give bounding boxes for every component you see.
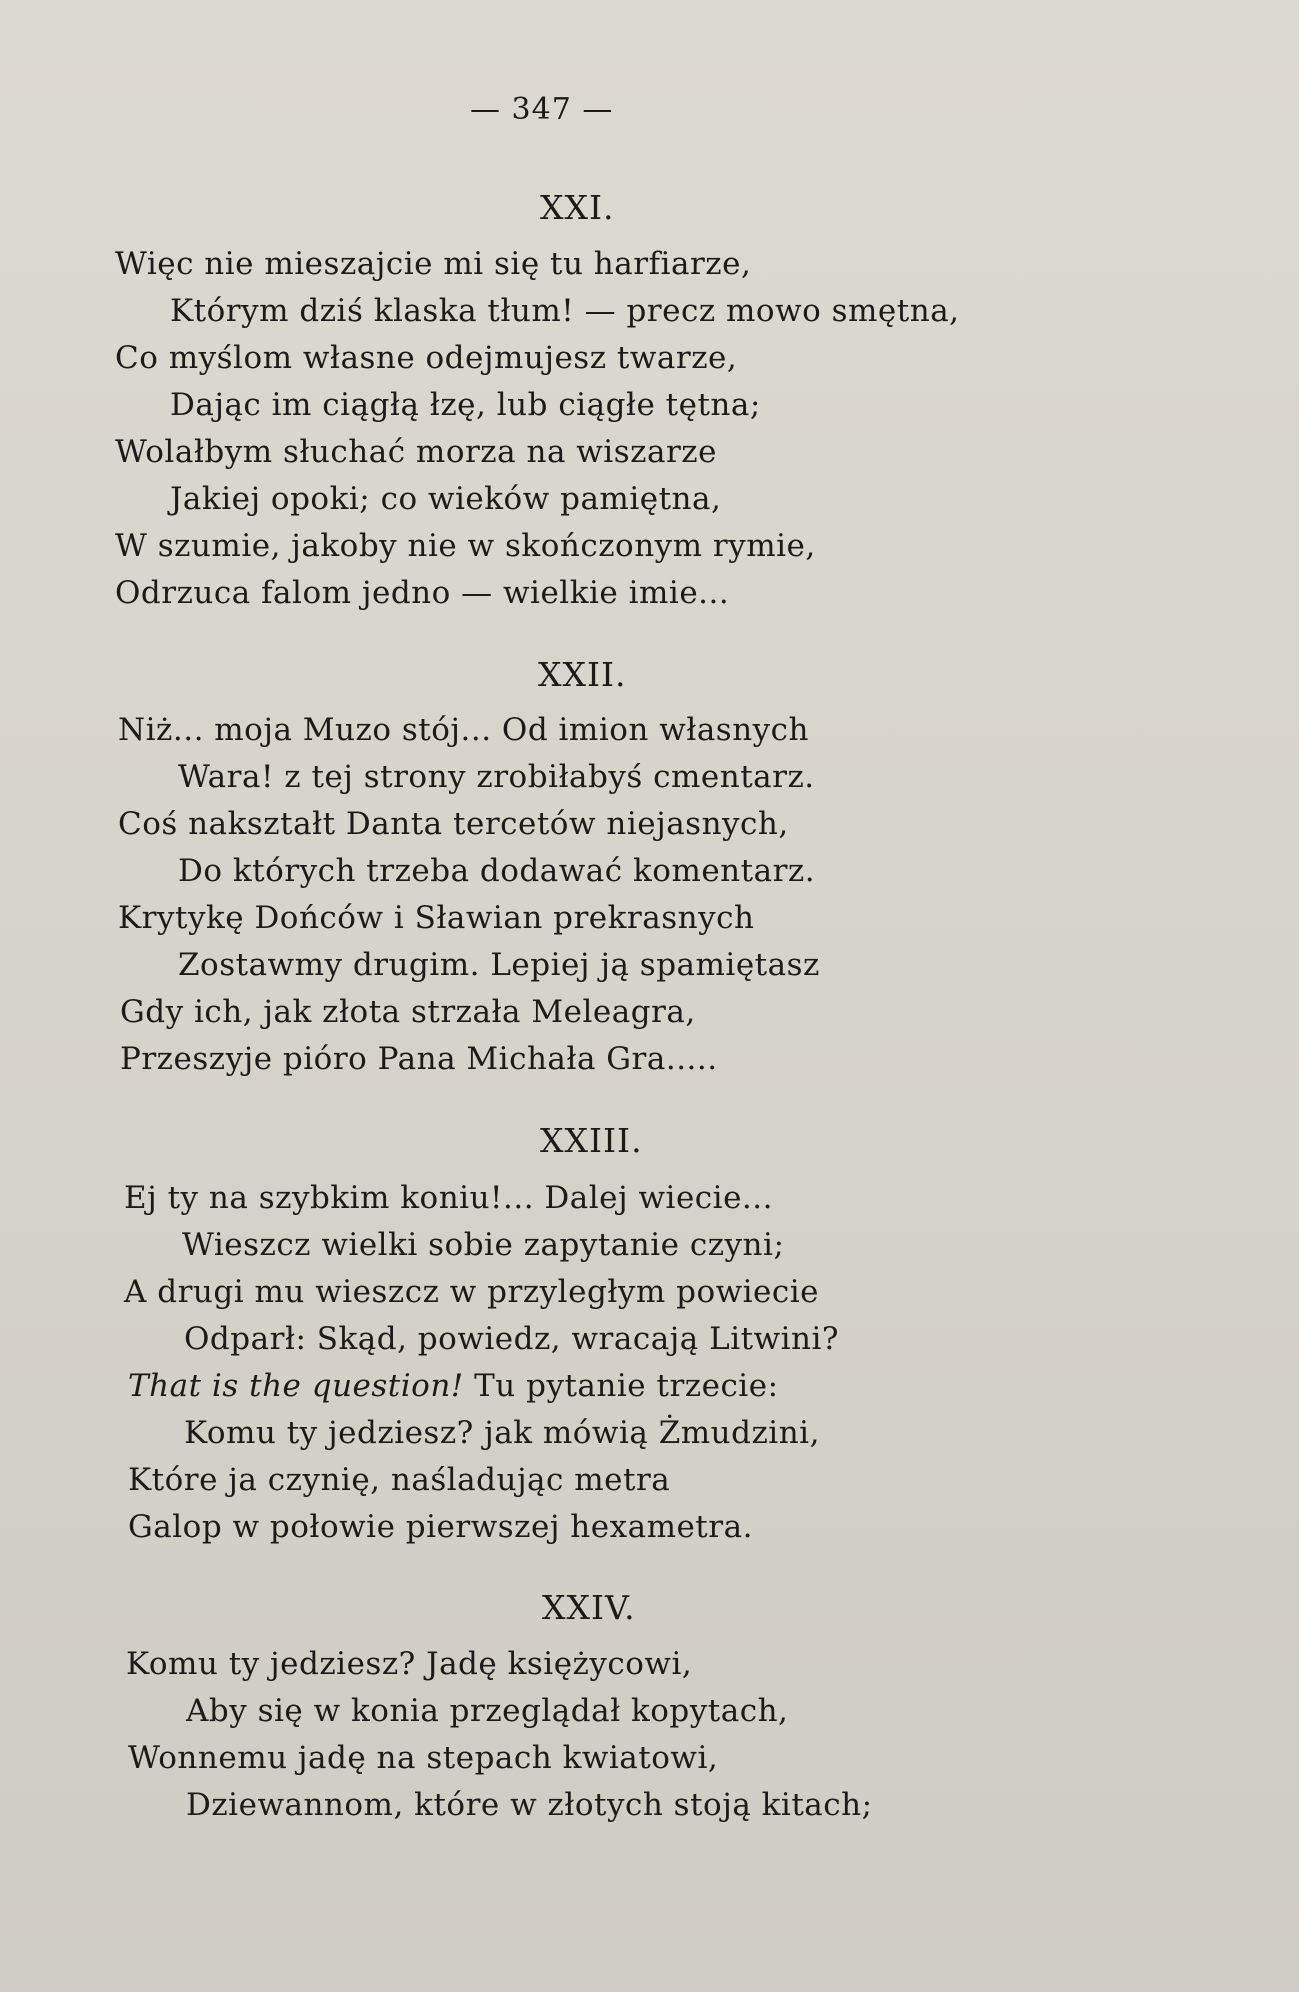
page-number: — 347 — <box>470 92 614 127</box>
verse-line: Niż... moja Muzo stój... Od imion własnych <box>118 712 810 748</box>
verse-line: Zostawmy drugim. Lepiej ją spamiętasz <box>178 947 820 983</box>
verse-line: Aby się w konia przeglądał kopytach, <box>186 1693 789 1729</box>
verse-line: Ej ty na szybkim koniu!... Dalej wiecie... <box>124 1180 773 1216</box>
verse-line-rest: Tu pytanie trzecie: <box>463 1368 779 1404</box>
italic-quote: That is the question! <box>128 1368 464 1404</box>
verse-line: Krytykę Dońców i Sławian prekrasnych <box>118 900 755 936</box>
verse-line: Dając im ciągłą łzę, lub ciągłe tętna; <box>170 387 761 423</box>
verse-line: Co myślom własne odejmujesz twarze, <box>115 340 738 376</box>
section-title-xxii: XXII. <box>538 655 627 694</box>
section-title-xxiii: XXIII. <box>540 1121 643 1160</box>
verse-line: Gdy ich, jak złota strzała Meleagra, <box>120 994 696 1030</box>
verse-line: Wieszcz wielki sobie zapytanie czyni; <box>182 1227 785 1263</box>
verse-line: Wonnemu jadę na stepach kwiatowi, <box>128 1740 719 1776</box>
verse-line: Którym dziś klaska tłum! — precz mowo smętna, <box>170 293 960 329</box>
verse-line: Do których trzeba dodawać komentarz. <box>178 853 816 889</box>
verse-line: Komu ty jedziesz? Jadę księżycowi, <box>126 1646 693 1682</box>
verse-line: Dziewannom, które w złotych stoją kitach; <box>186 1787 873 1823</box>
verse-line-mixed <box>128 1368 779 1404</box>
verse-line: Komu ty jedziesz? jak mówią Żmudzini, <box>184 1415 820 1451</box>
verse-line: Galop w połowie pierwszej hexametra. <box>128 1509 753 1545</box>
verse-line: Przeszyje pióro Pana Michała Gra..... <box>120 1041 718 1077</box>
verse-line: Wolałbym słuchać morza na wiszarze <box>115 434 717 470</box>
verse-line: Wara! z tej strony zrobiłabyś cmentarz. <box>178 759 815 795</box>
verse-line: Coś nakształt Danta tercetów niejasnych, <box>118 806 789 842</box>
verse-line: Które ja czynię, naśladując metra <box>128 1462 671 1498</box>
verse-line: A drugi mu wieszcz w przyległym powiecie <box>124 1274 820 1310</box>
verse-line: Jakiej opoki; co wieków pamiętna, <box>170 481 722 517</box>
verse-line: W szumie, jakoby nie w skończonym rymie, <box>115 528 816 564</box>
verse-line: Więc nie mieszajcie mi się tu harfiarze, <box>115 246 752 282</box>
section-title-xxi: XXI. <box>540 188 615 227</box>
verse-line: Odrzuca falom jedno — wielkie imie... <box>115 575 730 611</box>
verse-line: Odparł: Skąd, powiedz, wracają Litwini? <box>184 1321 840 1357</box>
section-title-xxiv: XXIV. <box>542 1588 636 1627</box>
